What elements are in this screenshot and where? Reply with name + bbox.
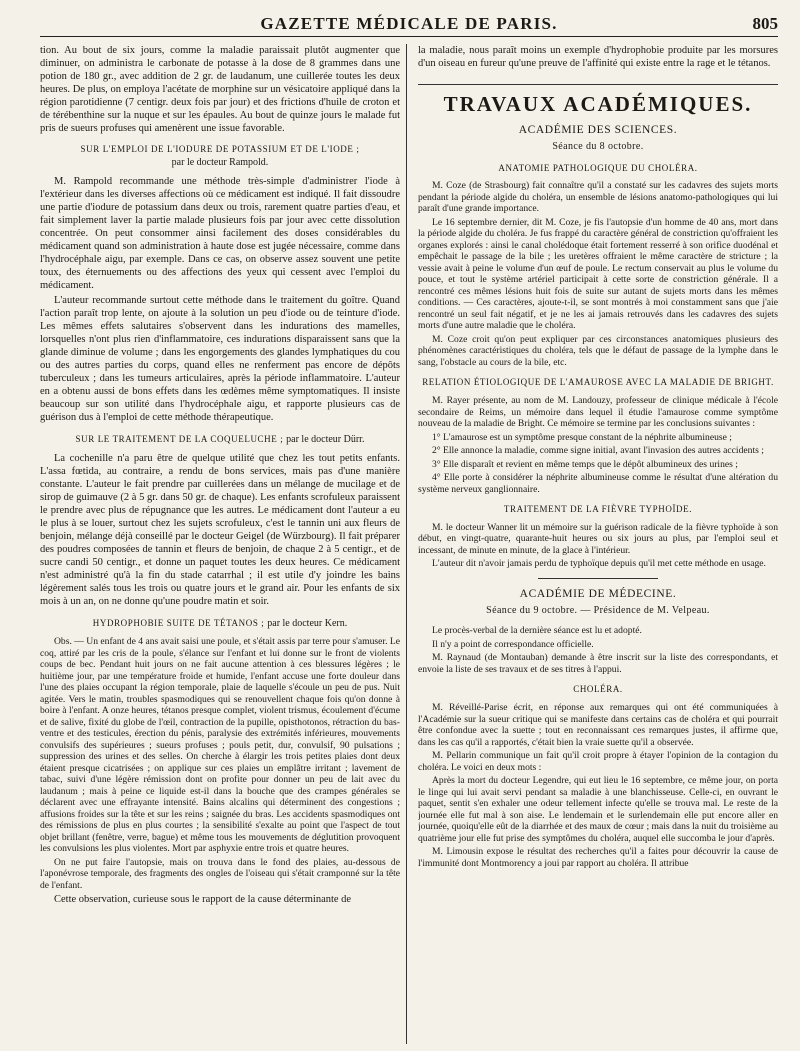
page-number: 805 [752, 14, 778, 33]
paragraph: M. Coze croit qu'on peut expliquer par ces circonstances anatomiques plusieurs des phénomènes caractéristiques du choléra, tels que le défaut de passage de la lymphe dans le sang, l'obstacle au cours de la bile, etc. [418, 333, 778, 368]
page-header [40, 12, 778, 37]
session-heading: Séance du 8 octobre. [552, 141, 644, 153]
subsection-heading: ANATOMIE PATHOLOGIQUE DU CHOLÉRA. [498, 162, 698, 173]
section-title: SUR LE TRAITEMENT DE LA COQUELUCHE ; [75, 434, 284, 445]
paragraph: M. Limousin expose le résultat des recherches qu'il a faites pour découvrir la cause de l'immunité dont Montmorency a joui par rapport au choléra. Il attribue [418, 846, 778, 869]
paragraph: Le procès-verbal de la dernière séance est lu et adopté. [432, 625, 642, 637]
paragraph: M. Pellarin communique un fait qu'il croit propre à étayer l'opinion de la contagion du choléra. Le voici en deux mots : [418, 750, 778, 773]
column-divider [406, 44, 407, 1044]
paragraph: M. Réveillé-Parise écrit, en réponse aux remarques qui ont été communiquées à l'Académie sur la sueur critique qui se manifeste dans certains cas de choléra et qui pourrait être confondue avec la suette ; tout en reconnaissant ces remarques justes, il affirme que, dans les cas qu'il a rapportés, c'était bien la vraie suette qu'il a observée. [418, 702, 778, 748]
paragraph: M. Rampold recommande une méthode très-simple d'administrer l'iode à l'extérieur dans les diverses affections où ce médicament est indiqué. Il fait dissoudre une partie d'iodure de potassium dans deux ou trois, rarement quatre parties d'eau, et fait simplement laver la partie malade plusieurs fois par jour avec cette dissolution concentrée. On peut consommer ainsi facilement des doses considérables du médicament quand son administration à haute dose est jugée nécessaire, comme dans l'hydrocéphale aigu, par exemple. Dans ce cas, on observe assez souvent une petite toux, des éternuements ou des affections des yeux qui cessent avec l'emploi du médicament. [40, 175, 400, 291]
observation-paragraph: Obs. — Un enfant de 4 ans avait saisi une poule, et s'était assis par terre pour s'amuser. Le coq, attiré par les cris de la poule, s'élance sur l'enfant et lui donne sur le front de violents coups de bec. Pendant huit jours on ne fait aucune attention à ces blessures légères ; le huitième jour, par une température froide et humide, l'enfant accuse une forte douleur dans l'une des plaies occupant la région temporale, plaie de laquelle s'écoule un peu de pus. Nuit agitée. Vers le matin, troubles spasmodiques qui se renouvellent chaque fois qu'on donne à boire à l'enfant. A onze heures, tétanos presque complet, violent trismus, écoulement d'écume et de salive, fixité du globe de l'œil, contraction de la pupille, opisthotonos, rétraction du bas-ventre et des testicules, érection du pénis, paralysie des extrémités inférieures, mouvements convulsifs des supérieures ; sueurs profuses ; pouls petit, dur, convulsif, 90 pulsations ; suppression des urines et des selles. On cherche à élargir les trois petites plaies dont deux étaient presque cicatrisées ; on applique sur ces plaies un emplâtre irritant ; lavement de tabac, suivi d'une légère rémission dont on profite pour donner un peu de lait avec du laudanum ; mais à peine ce liquide est-il dans la bouche que des crampes générales se déclarent avec une effrayante intensité. Bains alcalins qui déterminent des congestions ; affusions froides sur la tête et sur les reins ; saignée du bras. Les accidents spasmodiques ont des rémissions de plus en plus courtes ; la sensibilité s'exalte au point que l'aspect de tout objet brillant (fenêtre, verre, bague) et même tous les mouvements de déglutition provoquent les convulsions les plus violentes. Mort par asphyxie entre trois et quatre heures. [40, 636, 400, 855]
paragraph: M. Coze (de Strasbourg) fait connaître qu'il a constaté sur les cadavres des sujets morts pendant la période algide du choléra, un ensemble de lésions anatomo-pathologiques qui lui paraît d'une grande importance. [418, 180, 778, 215]
section-title: HYDROPHOBIE SUITE DE TÉTANOS ; [92, 618, 265, 629]
continued-paragraph: la maladie, nous paraît moins un exemple d'hydrophobie produite par les morsures d'un oiseau en fureur qu'une preuve de l'affinité qui existe entre la rage et le tétanos. [418, 45, 778, 70]
section-heading-coqueluche [40, 433, 400, 446]
paragraph: Il n'y a point de correspondance officielle. [432, 638, 594, 650]
conclusion-item: 1° L'amaurose est un symptôme presque constant de la néphrite albumineuse ; [432, 431, 732, 443]
section-byline: par le docteur Kern. [267, 618, 348, 630]
subsection-heading: TRAITEMENT DE LA FIÈVRE TYPHOÏDE. [503, 504, 693, 515]
right-column [418, 44, 778, 1046]
conclusion-item: 3° Elle disparaît et revient en même temps que le dépôt albumineux des urines ; [432, 458, 738, 470]
paragraph: Après la mort du docteur Legendre, qui eut lieu le 16 septembre, ce même jour, on porta le linge qui lui avait servi pendant sa maladie à une blanchisseuse. Celle-ci, en ouvrant le paquet, sentit s'en exhaler une odeur tellement infecte qu'elle se trouva mal. Le reste de la journée elle fut mal à son aise. Le lendemain et le surlendemain elle put encore aller en journée, quoiqu'elle eût de la diarrhée et des maux de cœur ; mais dans la nuit du troisième au quatrième jour elle fut prise des symptômes du choléra, auquel elle succomba le jour d'après. [418, 775, 778, 844]
intro-paragraph: tion. Au bout de six jours, comme la maladie paraissait plutôt augmenter que diminuer, on administra le carbonate de potasse à la dose de 8 grammes dans une potion de 180 gr., avec addition de 2 gr. de laudanum, une cuillerée toutes les deux heures. De plus, on employa l'acétate de morphine sur un vésicatoire appliqué dans la région parotidienne (7 centigr. deux fois par jour) et des frictions d'huile de croton et de térébenthine sur la nuque et sur les épaules. Au bout de quinze jours le malade fut pris de sueurs profuses qui amenèrent une issue favorable. [40, 45, 400, 135]
academy-heading-medecine: ACADÉMIE DE MÉDECINE. [519, 587, 677, 600]
paragraph: L'auteur recommande surtout cette méthode dans le traitement du goître. Quand l'action paraît trop lente, on ajoute à la solution un peu d'iode ou de teinture d'iode. Les mêmes effets salutaires s'observent dans les indurations des mamelles, lorsquelles n'ont plus rien d'inflammatoire, ces indurations disparaissent sans que la glande diminue de volume ; dans les engorgements des glandes lymphatiques du cou ou des autres parties du corps, quand elles ne renferment pas encore de dépôts tuberculeux ; dans les tumeurs articulaires, après la période inflammatoire. L'auteur en a obtenu aussi de bons effets dans les œdèmes même symptomatiques. Il insiste beaucoup sur son utilité dans l'hydrocéphale aigu, et rapporte plusieurs cas de guérison dus à l'emploi de cette méthode thérapeutique. [40, 294, 400, 424]
subsection-heading: RELATION ÉTIOLOGIQUE DE L'AMAUROSE AVEC LA MALADIE DE BRIGHT. [422, 377, 774, 388]
observation-paragraph: On ne put faire l'autopsie, mais on trouva dans le fond des plaies, au-dessous de l'aponévrose temporale, des fragments des ongles de l'oiseau qui s'était cramponné sur la tête de l'enfant. [40, 856, 400, 891]
paragraph: M. le docteur Wanner lit un mémoire sur la guérison radicale de la fièvre typhoïde à son début, en vingt-quatre, quarante-huit heures ou six jours au plus, par l'emploi seul et incessant, de minute en minute, de la glace à l'intérieur. [418, 521, 778, 556]
paragraph: M. Rayer présente, au nom de M. Landouzy, professeur de clinique médicale à l'école secondaire de Reims, un mémoire dans lequel il étudie l'amaurose comme symptôme nouveau de la maladie de Bright. Ce mémoire se termine par les conclusions suivantes : [418, 395, 778, 430]
section-heading-travaux: TRAVAUX ACADÉMIQUES. [418, 84, 778, 117]
section-heading-hydrophobie [40, 617, 400, 630]
journal-title: GAZETTE MÉDICALE DE PARIS. [260, 14, 558, 33]
paragraph: Le 16 septembre dernier, dit M. Coze, je fis l'autopsie d'un homme de 40 ans, mort dans la période algide du choléra. Je fus frappé du caractère général de constriction qu'offraient les organes explorés : ainsi le canal cholédoque était fortement resserré à son orifice duodénal et empêchait le passage de la bile ; les uretères offraient le même caractère de stricture ; la vessie avait à peine le volume d'un œuf de poule. Le rectum conservait au plus le volume du pouce, et tout le système artériel participait à cette sorte de constriction générale. Il a rencontré ces mêmes lésions huit fois de suite sur autant de sujets morts dans les mêmes conditions. — Ces caractères, ajoute-t-il, se sont montrés à moi constamment sans que j'aie rencontré un seul fait négatif, et je ne les ai jamais retrouvés dans les cadavres des sujets morts d'une autre maladie que le choléra. [418, 216, 778, 332]
section-rule [538, 578, 658, 579]
paragraph: Cette observation, curieuse sous le rapport de la cause déterminante de [54, 894, 352, 906]
conclusion-item: 2° Elle annonce la maladie, comme signe initial, avant l'invasion des autres accidents ; [432, 445, 764, 457]
subsection-heading: CHOLÉRA. [573, 684, 623, 695]
session-heading: Séance du 9 octobre. — Présidence de M. Velpeau. [486, 605, 710, 617]
paragraph: L'auteur dit n'avoir jamais perdu de typhoïque depuis qu'il met cette méthode en usage. [432, 558, 766, 570]
conclusion-item: 4° Elle porte à considérer la néphrite albumineuse comme le résultat d'une altération du système nerveux ganglionnaire. [418, 472, 778, 495]
section-byline: par le docteur Rampold. [171, 156, 269, 168]
left-column [40, 44, 400, 1046]
section-heading-iodure [40, 144, 400, 169]
academy-heading-sciences: ACADÉMIE DES SCIENCES. [518, 124, 678, 137]
section-title: SUR L'EMPLOI DE L'IODURE DE POTASSIUM ET DE L'IODE ; [80, 144, 360, 155]
paragraph: M. Raynaud (de Montauban) demande à être inscrit sur la liste des correspondants, et envoie la liste de ses travaux et de ses titres à l'appui. [418, 652, 778, 675]
paragraph: La cochenille n'a paru être de quelque utilité que chez les tout petits enfants. L'assa fœtida, au contraire, a rendu de bons services, mais pas d'une manière constante. L'auteur le fait prendre par cuillerées dans un mélange de mucilage et de sirop de guimauve (2 à 5 gr. dans 50 gr. de chaque). Les enfants scrofuleux paraissent le prendre avec plus de répugnance que les autres. Le médicament dont l'auteur a eu le plus à se louer, surtout chez les sujets scrofuleux, c'est le tannin uni aux fleurs de benjoin, mélange déjà conseillé par le docteur Geigel (de Würzbourg). Il fait préparer des poudres composées de tannin et fleurs de benjoin, de chaque 2 à 5 centigr., et de sucre candi 50 centigr., et donne un paquet toutes les deux heures. Ce médicament n'est administré qu'à la fin du stade catarrhal ; il est utile d'y joindre les bains légèrement salés tous les trois ou quatre jours et le grand air. Pour les enfants de six mois à un an, on ne donne qu'une poudre matin et soir. [40, 453, 400, 608]
section-byline: par le docteur Dürr. [286, 434, 365, 446]
